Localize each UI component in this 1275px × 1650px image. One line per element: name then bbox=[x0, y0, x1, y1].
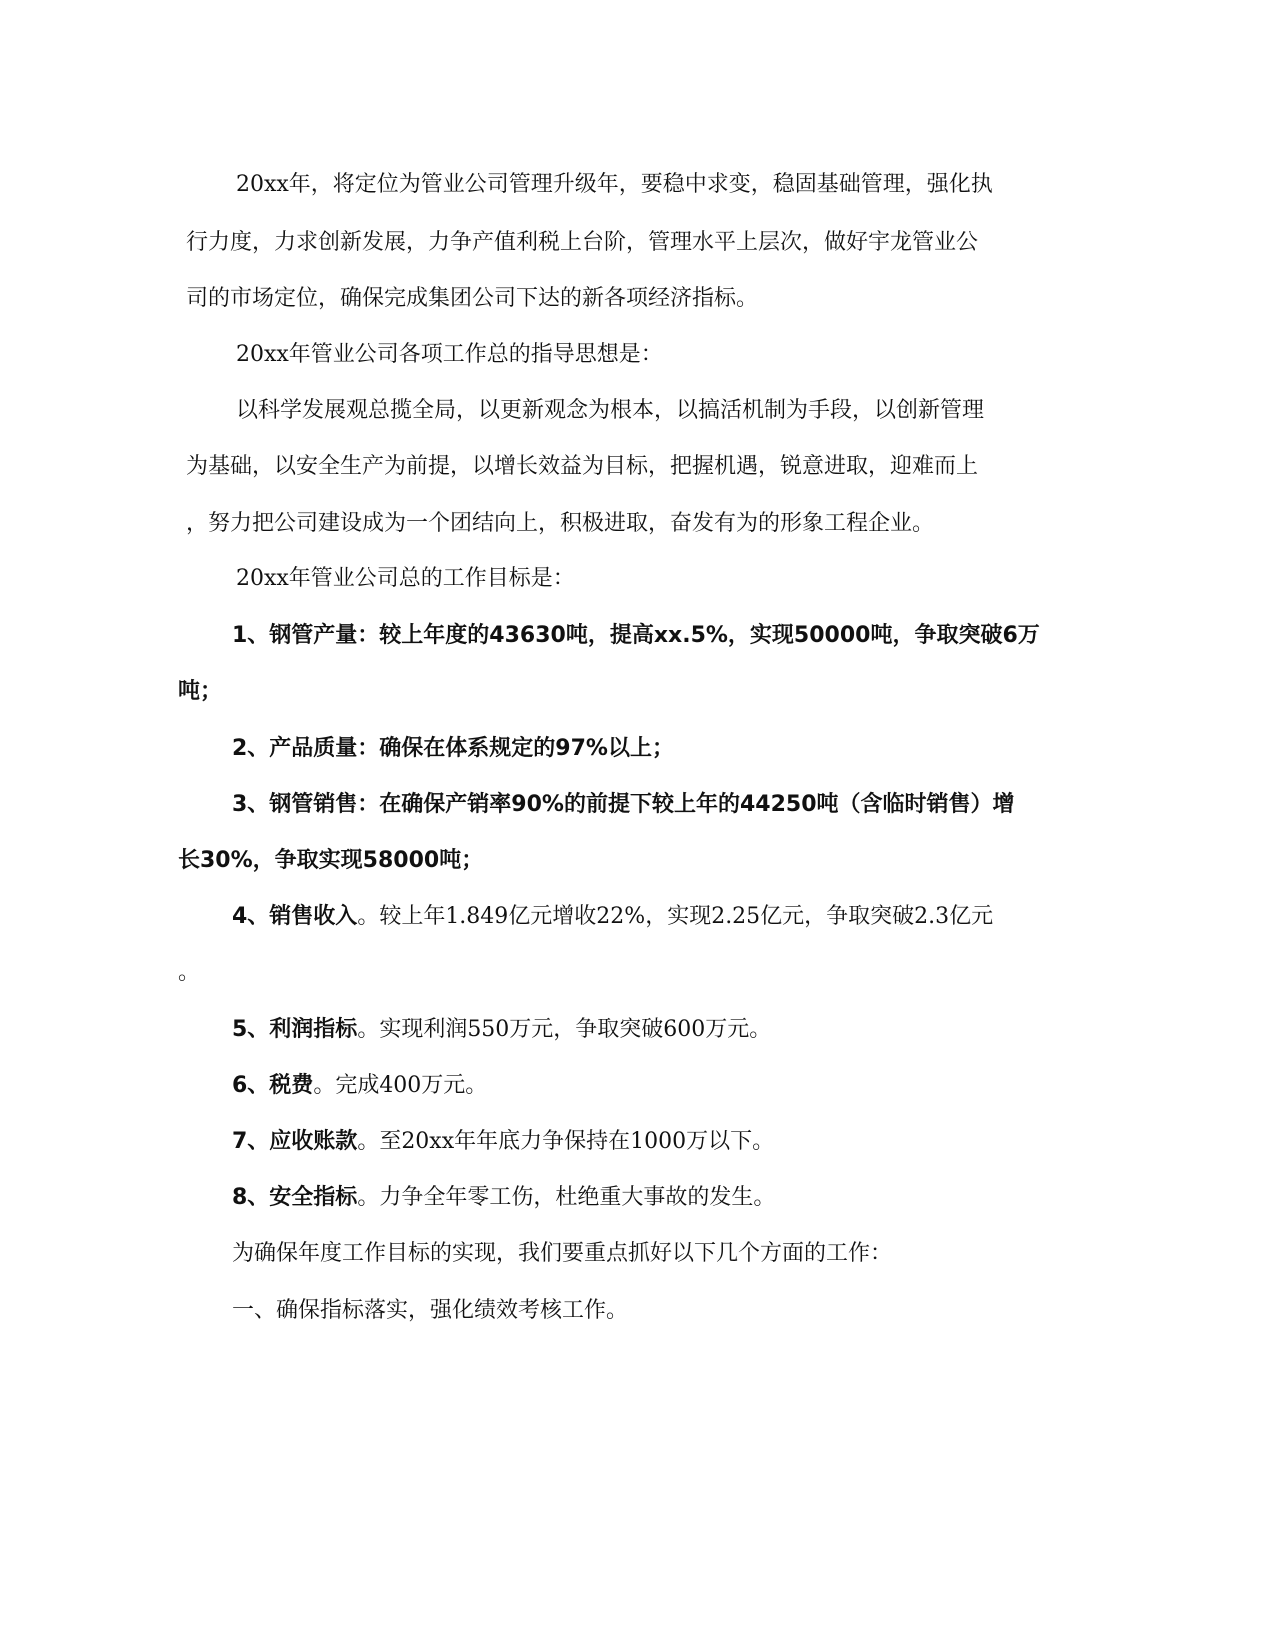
goal-2: 2、产品质量：确保在体系规定的97%以上； bbox=[232, 736, 674, 761]
goal-5-label: 5、利润指标 bbox=[232, 1017, 358, 1042]
goal-8-text: 。力争全年零工伤，杜绝重大事故的发生。 bbox=[357, 1185, 776, 1210]
paragraph-intro-line-3: 司的市场定位，确保完成集团公司下达的新各项经济指标。 bbox=[186, 286, 759, 311]
goal-7 bbox=[232, 1127, 774, 1157]
goal-8 bbox=[232, 1183, 775, 1213]
goal-8-label: 8、安全指标 bbox=[232, 1185, 358, 1210]
paragraph-intro-line-2: 行力度，力求创新发展，力争产值利税上台阶，管理水平上层次，做好宇龙管业公 bbox=[186, 230, 979, 255]
goal-7-label: 7、应收账款 bbox=[232, 1129, 358, 1154]
goal-6-text: 。完成400万元。 bbox=[313, 1073, 488, 1098]
goal-6-label: 6、税费 bbox=[232, 1073, 314, 1098]
goal-1-line-1: 1、钢管产量：较上年度的43630吨，提高xx.5%，实现50000吨，争取突破6万 bbox=[232, 623, 1040, 648]
guiding-thought-line-2: 为基础，以安全生产为前提，以增长效益为目标，把握机遇，锐意进取，迎难而上 bbox=[186, 454, 979, 479]
goal-4-text: 。较上年1.849亿元增收22%，实现2.25亿元，争取突破2.3亿元 bbox=[357, 904, 994, 929]
goals-heading: 20xx年管业公司总的工作目标是： bbox=[236, 566, 575, 591]
goal-4-line-1 bbox=[232, 902, 993, 932]
goal-6 bbox=[232, 1071, 487, 1101]
work-focus-intro: 为确保年度工作目标的实现，我们要重点抓好以下几个方面的工作： bbox=[232, 1241, 893, 1266]
goal-3-line-1: 3、钢管销售：在确保产销率90%的前提下较上年的44250吨（含临时销售）增 bbox=[232, 792, 1015, 817]
guiding-thought-heading: 20xx年管业公司各项工作总的指导思想是： bbox=[236, 342, 663, 367]
goal-5 bbox=[232, 1015, 771, 1045]
goal-7-text: 。至20xx年年底力争保持在1000万以下。 bbox=[357, 1129, 775, 1154]
goal-4-label: 4、销售收入 bbox=[232, 904, 358, 929]
paragraph-intro-line-1: 20xx年，将定位为管业公司管理升级年，要稳中求变，稳固基础管理，强化执 bbox=[236, 172, 993, 197]
guiding-thought-line-1: 以科学发展观总揽全局，以更新观念为根本，以搞活机制为手段，以创新管理 bbox=[236, 398, 985, 423]
section-one-heading: 一、确保指标落实，强化绩效考核工作。 bbox=[232, 1298, 629, 1323]
goal-4-line-2: 。 bbox=[178, 960, 201, 985]
goal-1-line-2: 吨； bbox=[178, 679, 223, 704]
guiding-thought-line-3: ，努力把公司建设成为一个团结向上，积极进取，奋发有为的形象工程企业。 bbox=[186, 511, 935, 536]
goal-5-text: 。实现利润550万元，争取突破600万元。 bbox=[357, 1017, 772, 1042]
goal-3-line-2: 长30%，争取实现58000吨； bbox=[178, 848, 484, 873]
